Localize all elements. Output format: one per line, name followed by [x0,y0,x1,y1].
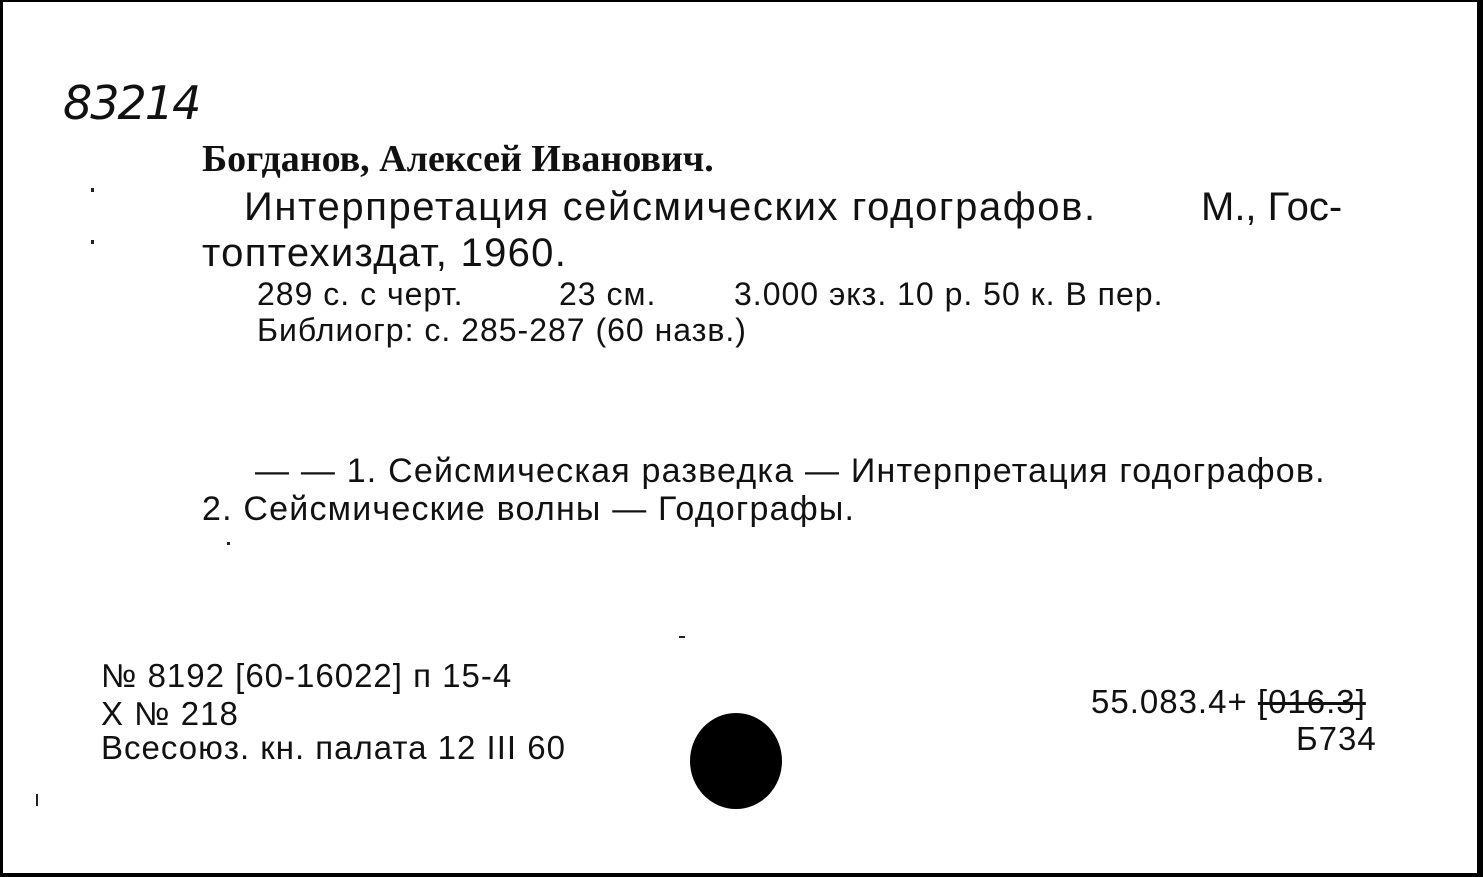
catalog-card [3,2,1477,873]
page-count: 289 с. с черт. [257,276,464,312]
subject-heading-2: 2. Сейсмические волны — Годографы. [202,490,856,528]
handwritten-number: 83214 [63,76,200,130]
dust-speck [679,636,685,638]
dust-speck [91,240,94,244]
udc-classification [1091,685,1366,718]
publisher-continuation: топтехиздат, 1960. [202,231,568,275]
shelf-mark: Б734 [1296,720,1377,757]
chamber-imprint: Всесоюз. кн. палата 12 III 60 [101,729,566,766]
author-name: Богданов, Алексей Иванович. [202,138,714,180]
book-size: 23 см. [559,276,657,312]
dust-speck [227,542,230,545]
punch-hole [690,713,782,809]
dust-speck [36,794,38,806]
udc-struck-code: [016.3] [1257,683,1366,720]
subject-heading-1: — — 1. Сейсмическая разведка — Интерпретация годографов. [255,452,1326,490]
copies-price: 3.000 экз. 10 р. 50 к. В пер. [734,276,1164,312]
publisher-start: М., Гос- [1201,185,1343,229]
card-number: № 8192 [60-16022] п 15-4 [101,657,513,694]
dust-speck [91,188,94,192]
x-number: Х № 218 [101,695,239,732]
udc-prefix: 55.083.4+ [1091,683,1248,720]
bibliography-note: Библиогр: с. 285-287 (60 назв.) [257,312,747,348]
book-title: Интерпретация сейсмических годографов. [244,185,1097,229]
